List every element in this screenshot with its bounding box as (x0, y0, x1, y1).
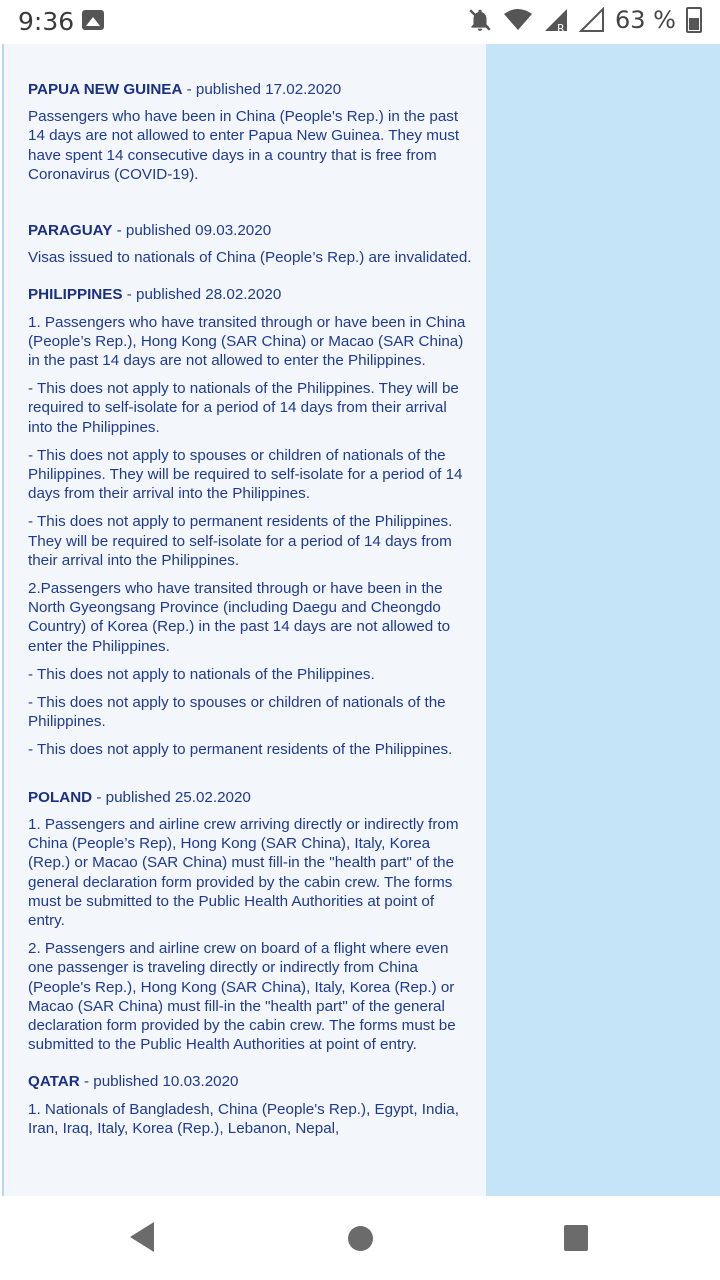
country-name: PAPUA NEW GUINEA (28, 81, 183, 98)
published-date: - published 25.02.2020 (92, 788, 251, 806)
entry-paragraph: Passengers who have been in China (People's Rep.) in the past 14 days are not allowed to enter Papua New Guinea. They must have spent 14 consecutive days in a country that is free from Coronavirus (COVID-19). (28, 108, 460, 183)
entry-paragraph: 2.Passengers who have transited through or have been in the North Gyeongsang Province (including Daegu and Cheongdo Country) of Korea (Rep.) in the past 14 days are not allowed to enter the Philippines. (28, 580, 451, 655)
article (28, 44, 474, 1147)
recent-apps-icon[interactable] (564, 1225, 588, 1251)
status-icons (467, 6, 702, 34)
cell-signal-r-icon (543, 7, 569, 33)
entry-paragraph: - This does not apply to spouses or children of nationals of the Philippines. They will be required to self-isolate for a period of 14 days from their arrival into the Philippines. (28, 446, 463, 503)
notifications-off-icon (467, 7, 493, 33)
svg-text:R: R (557, 22, 565, 33)
page-sidebar (486, 44, 720, 1196)
wifi-icon (503, 8, 533, 32)
status-time: 9:36 (18, 7, 75, 36)
web-content[interactable] (0, 44, 720, 1196)
entry-heading-qatar (28, 1072, 474, 1091)
battery-percent: 63 % (615, 6, 676, 34)
entry-heading-paraguay (28, 221, 474, 240)
country-name: PHILIPPINES (28, 286, 123, 304)
published-date: - published 09.03.2020 (112, 222, 272, 240)
published-date: - published 28.02.2020 (122, 286, 282, 304)
cell-signal-icon (579, 7, 605, 33)
entry-paragraph: - This does not apply to permanent residents of the Philippines. They will be required to self-isolate for a period of 14 days from their arrival into the Philippines. (28, 513, 453, 569)
back-icon[interactable] (130, 1222, 154, 1252)
entry-paragraph: - This does not apply to nationals of the Philippines. They will be required to self-isolate for a period of 14 days from their arrival into the Philippines. (28, 380, 459, 436)
country-name: POLAND (28, 788, 93, 806)
status-bar (0, 0, 720, 44)
published-date: - published 10.03.2020 (79, 1073, 239, 1091)
entry-heading-poland (28, 788, 474, 807)
home-icon[interactable] (348, 1226, 373, 1251)
article-panel (2, 44, 488, 1196)
battery-icon (686, 7, 702, 33)
entry-heading-papua-new-guinea (28, 80, 474, 99)
entry-paragraph: Visas issued to nationals of China (People’s Rep.) are invalidated. (28, 249, 472, 267)
entry-paragraph: - This does not apply to spouses or children of nationals of the Philippines. (28, 694, 446, 731)
entry-paragraph: 1. Passengers who have transited through or have been in China (People’s Rep.), Hong Kong (SAR China) or Macao (SAR China) in the past 14 days are not allowed to enter the Philippines. (28, 313, 466, 370)
entry-paragraph: 2. Passengers and airline crew on board of a flight where even one passenger is traveling directly or indirectly from China (People's Rep.), Hong Kong (SAR China), Italy, Korea (Rep.) or Macao (SAR China) must fill-in the "health part" of the general declaration form provided by the cabin crew. The forms must be submitted to the Public Health Authorities at point of entry. (28, 940, 456, 1054)
country-name: QATAR (28, 1073, 80, 1091)
entry-paragraph: - This does not apply to nationals of the Philippines. (28, 665, 375, 683)
published-date: - published 17.02.2020 (182, 81, 342, 98)
entry-paragraph: 1. Nationals of Bangladesh, China (People's Rep.), Egypt, India, Iran, Iraq, Italy, Korea (Rep.), Lebanon, Nepal, (28, 1100, 459, 1137)
entry-paragraph: - This does not apply to permanent residents of the Philippines. (28, 741, 453, 759)
entry-paragraph: 1. Passengers and airline crew arriving directly or indirectly from China (People’s Rep), Hong Kong (SAR China), Italy, Korea (Rep.) or Macao (SAR China) must fill-in the "health part" of the general declaration form provided by the cabin crew. The forms must be submitted to the Public Health Authorities at point of entry. (28, 815, 459, 929)
entry-heading-philippines (28, 285, 474, 304)
image-icon (82, 10, 104, 30)
country-name: PARAGUAY (28, 222, 113, 240)
